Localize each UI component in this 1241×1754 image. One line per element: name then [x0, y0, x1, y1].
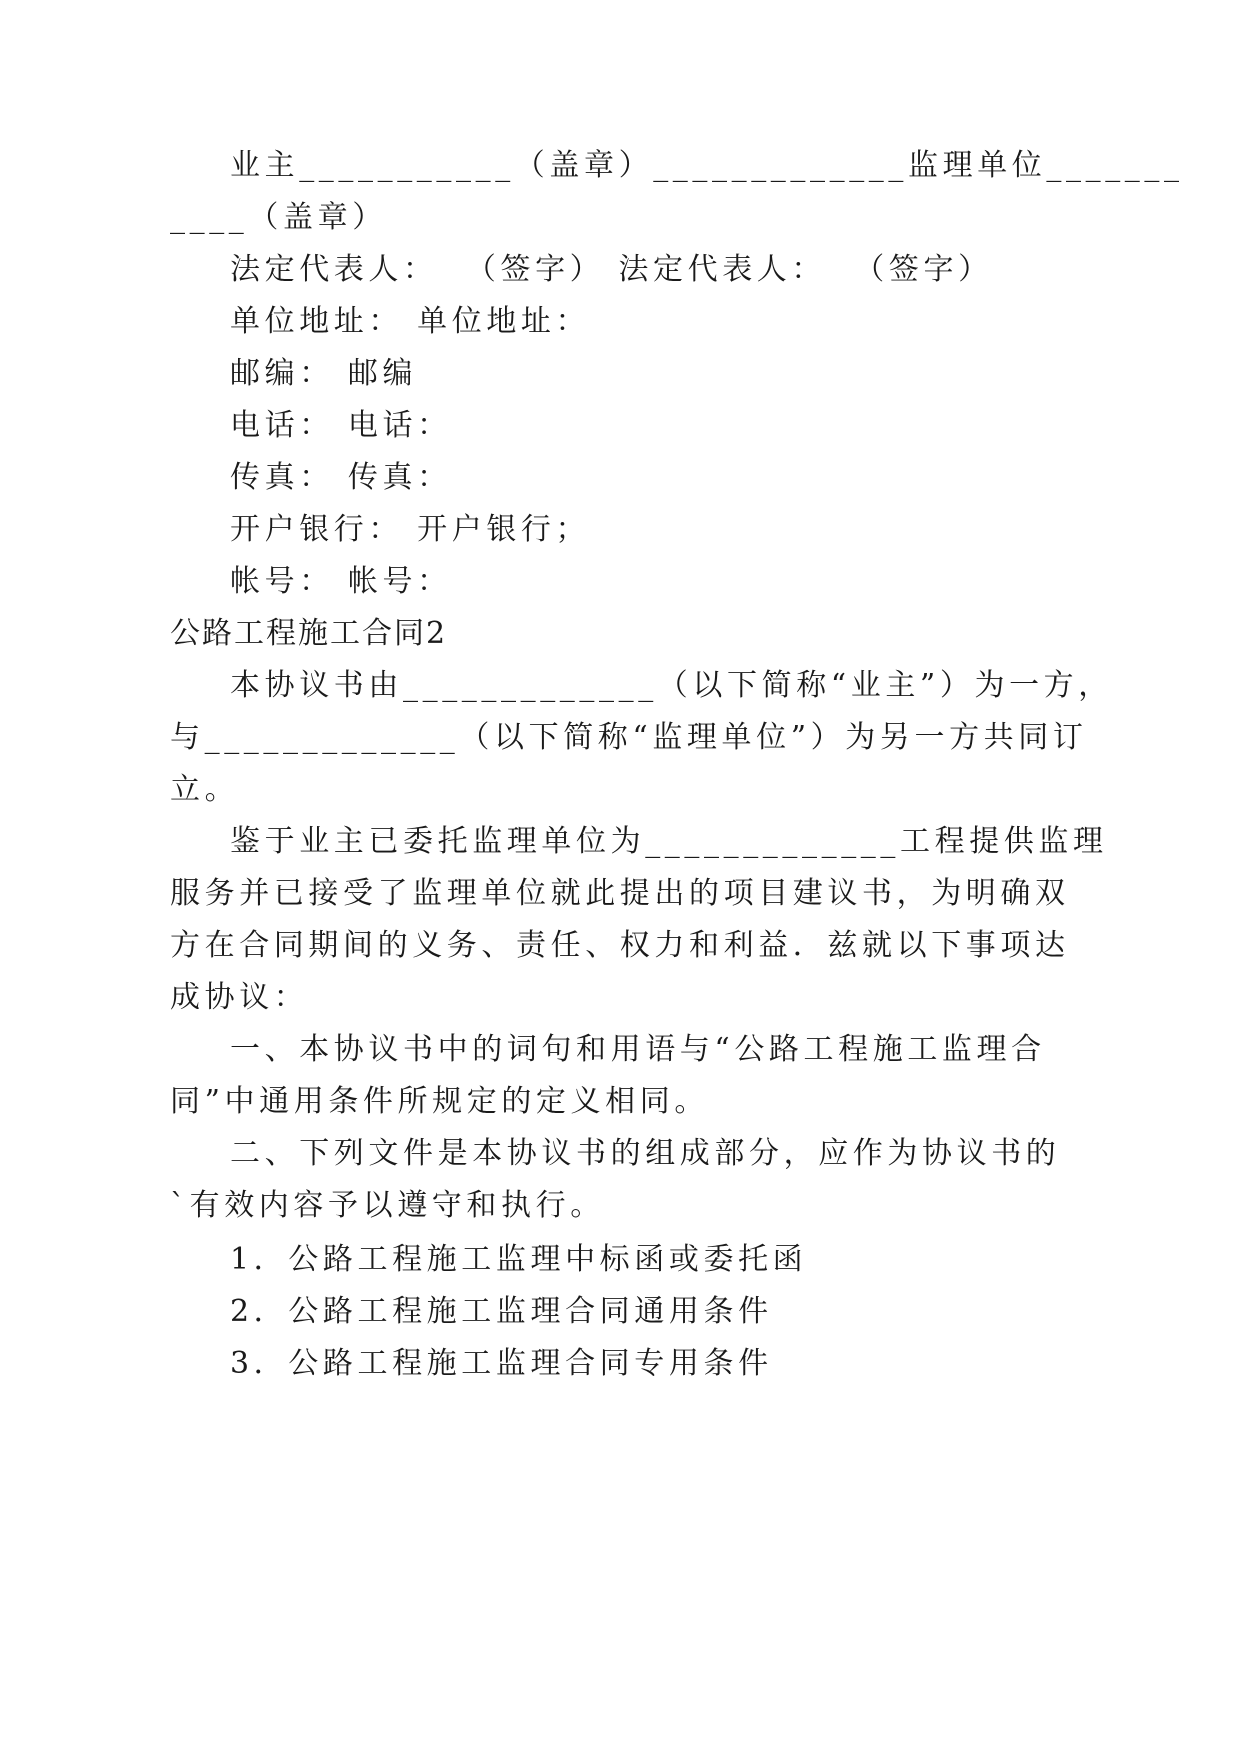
section-title: 公路工程施工合同2 — [170, 616, 448, 651]
paragraph-line: 二、下列文件是本协议书的组成部分，应作为协议书的 — [230, 1136, 1061, 1171]
bank-line: 开户银行： 开户银行； — [230, 512, 591, 547]
list-item: 1．公路工程施工监理中标函或委托函 — [230, 1242, 808, 1277]
paragraph-line: 鉴于业主已委托监理单位为_____________工程提供监理 — [230, 824, 1108, 859]
signature-line-seal: ____（盖章） — [170, 200, 387, 235]
paragraph-line: `有效内容予以遵守和执行。 — [170, 1188, 605, 1223]
paragraph-line: 本协议书由_____________（以下简称“业主”）为一方， — [230, 668, 1113, 703]
paragraph-line: 服务并已接受了监理单位就此提出的项目建议书，为明确双 — [170, 876, 1070, 911]
address-line: 单位地址： 单位地址： — [230, 304, 591, 339]
postcode-line: 邮编： 邮编 — [230, 356, 418, 391]
paragraph-line: 同”中通用条件所规定的定义相同。 — [170, 1084, 709, 1119]
legal-representative-line: 法定代表人： （签字） 法定代表人： （签字） — [230, 252, 993, 287]
list-item: 3．公路工程施工监理合同专用条件 — [230, 1346, 773, 1381]
list-item: 2．公路工程施工监理合同通用条件 — [230, 1294, 773, 1329]
account-line: 帐号： 帐号： — [230, 564, 452, 599]
fax-line: 传真： 传真： — [230, 460, 452, 495]
paragraph-line: 与_____________（以下简称“监理单位”）为另一方共同订 — [170, 720, 1088, 755]
phone-line: 电话： 电话： — [230, 408, 452, 443]
paragraph-line: 一、本协议书中的词句和用语与“公路工程施工监理合 — [230, 1032, 1046, 1067]
paragraph-line: 立。 — [170, 772, 240, 807]
signature-line-owner-supervisor: 业主___________（盖章）_____________监理单位_______ — [230, 148, 1184, 183]
paragraph-line: 方在合同期间的义务、责任、权力和利益．兹就以下事项达 — [170, 928, 1070, 963]
paragraph-line: 成协议： — [170, 980, 309, 1015]
